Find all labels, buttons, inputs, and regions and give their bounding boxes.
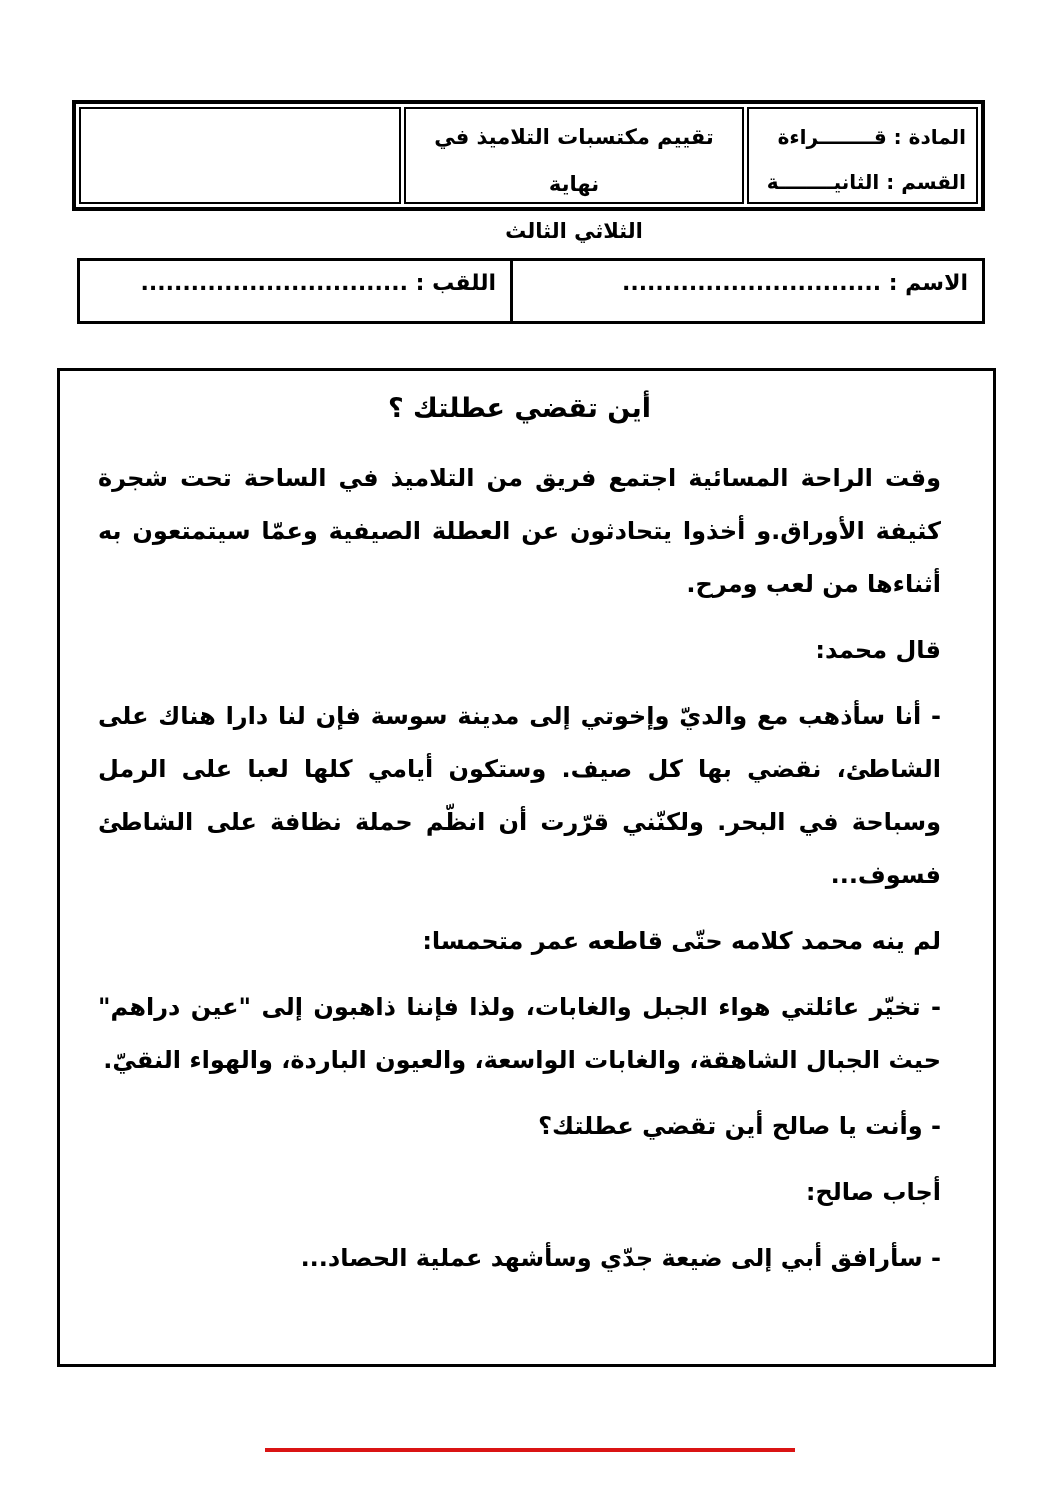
passage-paragraph-said-mohamed: قال محمد: [815, 636, 941, 664]
subject-class-cell [747, 107, 978, 204]
class-label: القسم : الثانيــــــــة [766, 170, 966, 194]
header-empty-cell [79, 107, 401, 204]
last-name-field: اللقب : ................................ [140, 271, 496, 296]
passage-title: أين تقضي عطلتك ؟ [388, 393, 651, 424]
passage-paragraph-intro: وقت الراحة المسائية اجتمع فريق من التلاميذ في الساحة تحت شجرة كثيفة الأوراق.و أخذوا يتحادثون عن العطلة الصيفية وعمّا سيتمتعون به أثناءها من لعب ومرح. [98, 464, 941, 598]
first-name-field: الاسم : ............................... [510, 261, 982, 321]
header-table [72, 100, 985, 243]
evaluation-title-line2: الثلاثي الثالث [505, 219, 643, 243]
footer-red-line [265, 1448, 795, 1452]
passage-paragraph-saleh-answered: أجاب صالح: [805, 1178, 941, 1206]
passage-paragraph-question-saleh: - وأنت يا صالح أين تقضي عطلتك؟ [538, 1112, 941, 1140]
student-identity-box [77, 258, 985, 324]
subject-label: المادة : قــــــــراءة [777, 125, 966, 149]
passage-paragraph-mohamed-speech: - أنا سأذهب مع والديّ وإخوتي إلى مدينة سوسة فإن لنا دارا هناك على الشاطئ، نقضي بها كل صيف. وستكون أيامي كلها لعبا على الرمل وسباحة في البحر. ولكنّني قرّرت أن انظّم حملة نظافة على الشاطئ فسوف... [98, 702, 941, 889]
passage-paragraph-omar-speech: - تخيّر عائلتي هواء الجبل والغابات، ولذا فإننا ذاهبون إلى "عين دراهم" حيث الجبال الشاهقة، والغابات الواسعة، والعيون الباردة، والهواء النقيّ. [98, 993, 941, 1074]
reading-passage-box [57, 368, 996, 1367]
evaluation-title-line1: تقييم مكتسبات التلاميذ في نهاية [434, 125, 714, 196]
passage-paragraph-saleh-speech: - سأرافق أبي إلى ضيعة جدّي وسأشهد عملية الحصاد... [300, 1244, 941, 1272]
evaluation-title-cell [404, 107, 744, 243]
passage-paragraph-omar-interrupts: لم ينه محمد كلامه حتّى قاطعه عمر متحمسا: [422, 927, 941, 955]
